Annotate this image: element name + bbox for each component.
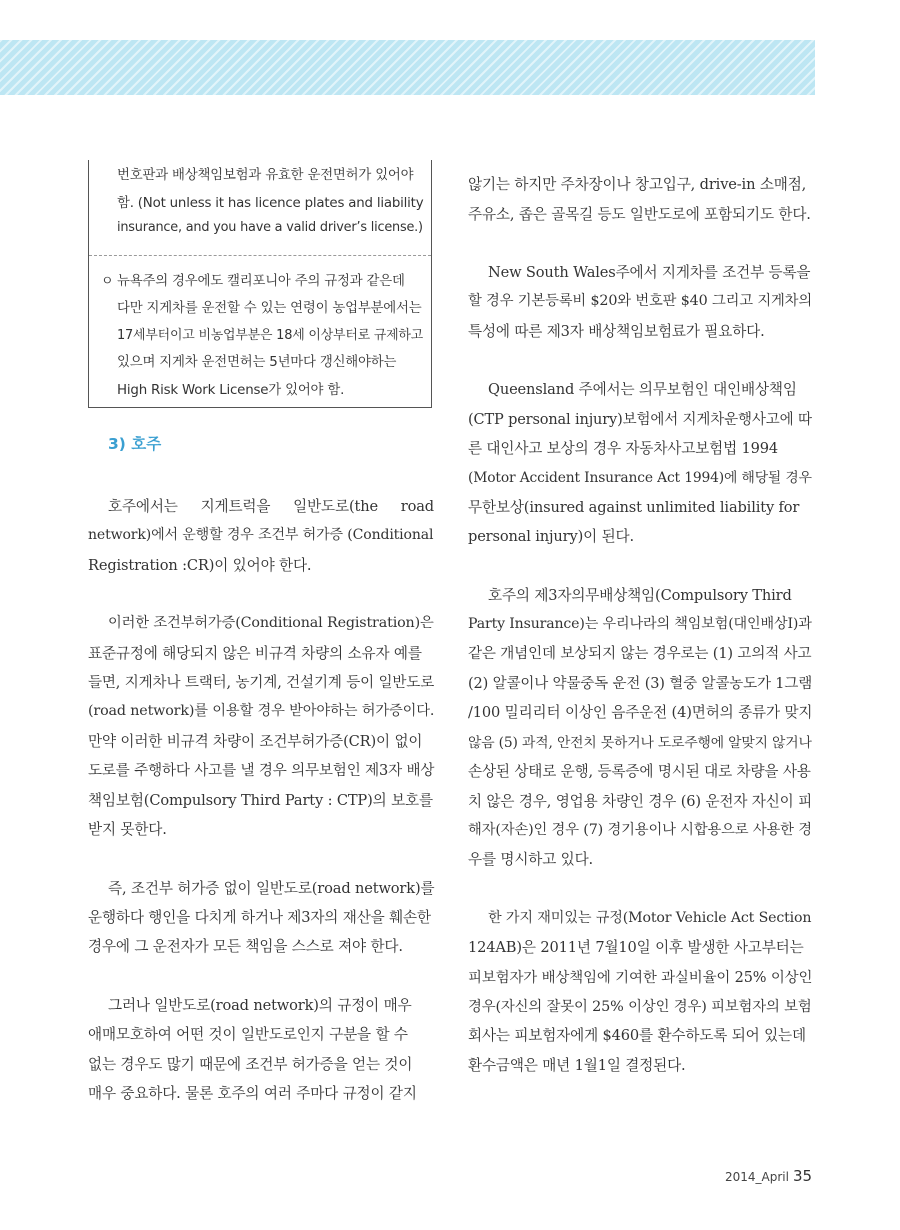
section-heading: 3) 호주 [108, 435, 162, 453]
paragraph-line: 애매모호하여 어떤 것이 일반도로인지 구분을 할 수 [88, 1026, 408, 1043]
box-bullet-line: 17세부터이고 비농업부분은 18세 이상부터로 규제하고 [117, 328, 424, 343]
paragraph-line: 표준규정에 해당되지 않은 비규격 차량의 소유자 예를 [88, 645, 422, 662]
paragraph-line: 받지 못한다. [88, 821, 167, 838]
paragraph-line: 호주에서는 지게트럭을 일반도로(the road [108, 498, 434, 515]
box-bullet-line: 다만 지게차를 운전할 수 있는 연령이 농업부분에서는 [117, 301, 422, 316]
paragraph-line: 호주의 제3자의무배상책임(Compulsory Third [488, 587, 792, 604]
page-number: 35 [792, 1167, 813, 1185]
paragraph-line: 해자(자손)인 경우 (7) 경기용이나 시합용으로 사용한 경 [468, 822, 812, 838]
box-text-line: 번호판과 배상책임보험과 유효한 운전면허가 있어야 [117, 168, 414, 183]
paragraph-line: 도로를 주행하다 사고를 낼 경우 의무보험인 제3자 배상 [88, 762, 435, 779]
paragraph-line: New South Wales주에서 지게차를 조건부 등록을 [488, 264, 811, 281]
paragraph-line: 매우 중요하다. 물론 호주의 여러 주마다 규정이 같지 [88, 1085, 417, 1102]
paragraph-line: 않음 (5) 과적, 안전치 못하거나 도로주행에 알맞지 않거나 [468, 735, 812, 751]
paragraph-line: 즉, 조건부 허가증 없이 일반도로(road network)를 [108, 880, 435, 897]
box-text-line: 함. (Not unless it has licence plates and liability [117, 196, 424, 211]
paragraph-line: 치 않은 경우, 영업용 차량인 경우 (6) 운전자 자신이 피 [468, 793, 813, 810]
box-text-line: insurance, and you have a valid driver’s license.) [117, 220, 423, 235]
paragraph-line: (road network)를 이용할 경우 받아야하는 허가증이다. [88, 703, 435, 719]
paragraph-line: 무한보상(insured against unlimited liability for [468, 499, 800, 516]
paragraph-line: 이러한 조건부허가증(Conditional Registration)은 [108, 615, 434, 631]
paragraph-line: 환수금액은 매년 1월1일 결정된다. [468, 1057, 686, 1074]
paragraph-line: Queensland 주에서는 의무보험인 대인배상책임 [488, 381, 797, 398]
paragraph-line: 그러나 일반도로(road network)의 규정이 매우 [108, 997, 412, 1014]
paragraph-line: 손상된 상태로 운행, 등록증에 명시된 대로 차량을 사용 [468, 763, 811, 780]
paragraph-line: 특성에 따른 제3자 배상책임보험료가 필요하다. [468, 323, 765, 340]
paragraph-line: 책임보험(Compulsory Third Party : CTP)의 보호를 [88, 792, 433, 809]
paragraph-line: 없는 경우도 많기 때문에 조건부 허가증을 얻는 것이 [88, 1056, 413, 1073]
paragraph-line: 른 대인사고 보상의 경우 자동차사고보험법 1994 [468, 440, 779, 457]
paragraph-line: 경우(자신의 잘못이 25% 이상인 경우) 피보험자의 보험 [468, 999, 812, 1015]
paragraph-line: 주유소, 좁은 골목길 등도 일반도로에 포함되기도 한다. [468, 206, 811, 223]
paragraph-line: 우를 명시하고 있다. [468, 851, 594, 868]
paragraph-line: 회사는 피보험자에게 $460를 환수하도록 되어 있는데 [468, 1027, 806, 1044]
paragraph-line: 할 경우 기본등록비 $20와 번호판 $40 그리고 지게차의 [468, 293, 812, 309]
paragraph-line: personal injury)이 된다. [468, 528, 634, 545]
paragraph-line: 한 가지 재미있는 규정(Motor Vehicle Act Section [488, 910, 812, 926]
box-bullet-line: 있으며 지게차 운전면허는 5년마다 갱신해야하는 [117, 355, 397, 370]
paragraph-line: (Motor Accident Insurance Act 1994)에 해당될 경우 [468, 470, 812, 486]
page-footer [725, 1167, 812, 1185]
box-bullet-line: High Risk Work License가 있어야 함. [117, 383, 345, 398]
issue-label: 2014_April [725, 1170, 789, 1184]
paragraph-line: /100 밀리리터 이상인 음주운전 (4)면허의 종류가 맞지 [468, 704, 813, 721]
paragraph-line: 않기는 하지만 주차장이나 창고입구, drive-in 소매점, [468, 176, 807, 193]
paragraph-line: Party Insurance)는 우리나라의 책임보험(대인배상I)과 [468, 616, 812, 632]
paragraph-line: (2) 알콜이나 약물중독 운전 (3) 혈중 알콜농도가 1그램 [468, 676, 813, 692]
paragraph-line: 들면, 지게차나 트랙터, 농기계, 건설기계 등이 일반도로 [88, 674, 435, 691]
paragraph-line: 피보험자가 배상책임에 기여한 과실비율이 25% 이상인 [468, 970, 813, 986]
paragraph-line: 운행하다 행인을 다치게 하거나 제3자의 재산을 훼손한 [88, 909, 431, 926]
paragraph-line: 경우에 그 운전자가 모든 책임을 스스로 져야 한다. [88, 938, 403, 955]
paragraph-line: (CTP personal injury)보험에서 지게차운행사고에 따 [468, 412, 812, 428]
paragraph-line: network)에서 운행할 경우 조건부 허가증 (Conditional [88, 527, 434, 543]
paragraph-line: 만약 이러한 비규격 차량이 조건부허가증(CR)이 없이 [88, 733, 423, 750]
info-box [88, 160, 432, 408]
paragraph-line: 같은 개념인데 보상되지 않는 경우로는 (1) 고의적 사고 [468, 645, 812, 662]
header-pattern-band [0, 40, 815, 95]
paragraph-line: 124AB)은 2011년 7월10일 이후 발생한 사고부터는 [468, 939, 804, 956]
box-bullet-line: 뉴욕주의 경우에도 캘리포니아 주의 규정과 같은데 [117, 274, 405, 289]
box-divider [89, 255, 431, 256]
paragraph-line: Registration :CR)이 있어야 한다. [88, 557, 312, 574]
bullet-icon: ㅇ [101, 274, 114, 289]
